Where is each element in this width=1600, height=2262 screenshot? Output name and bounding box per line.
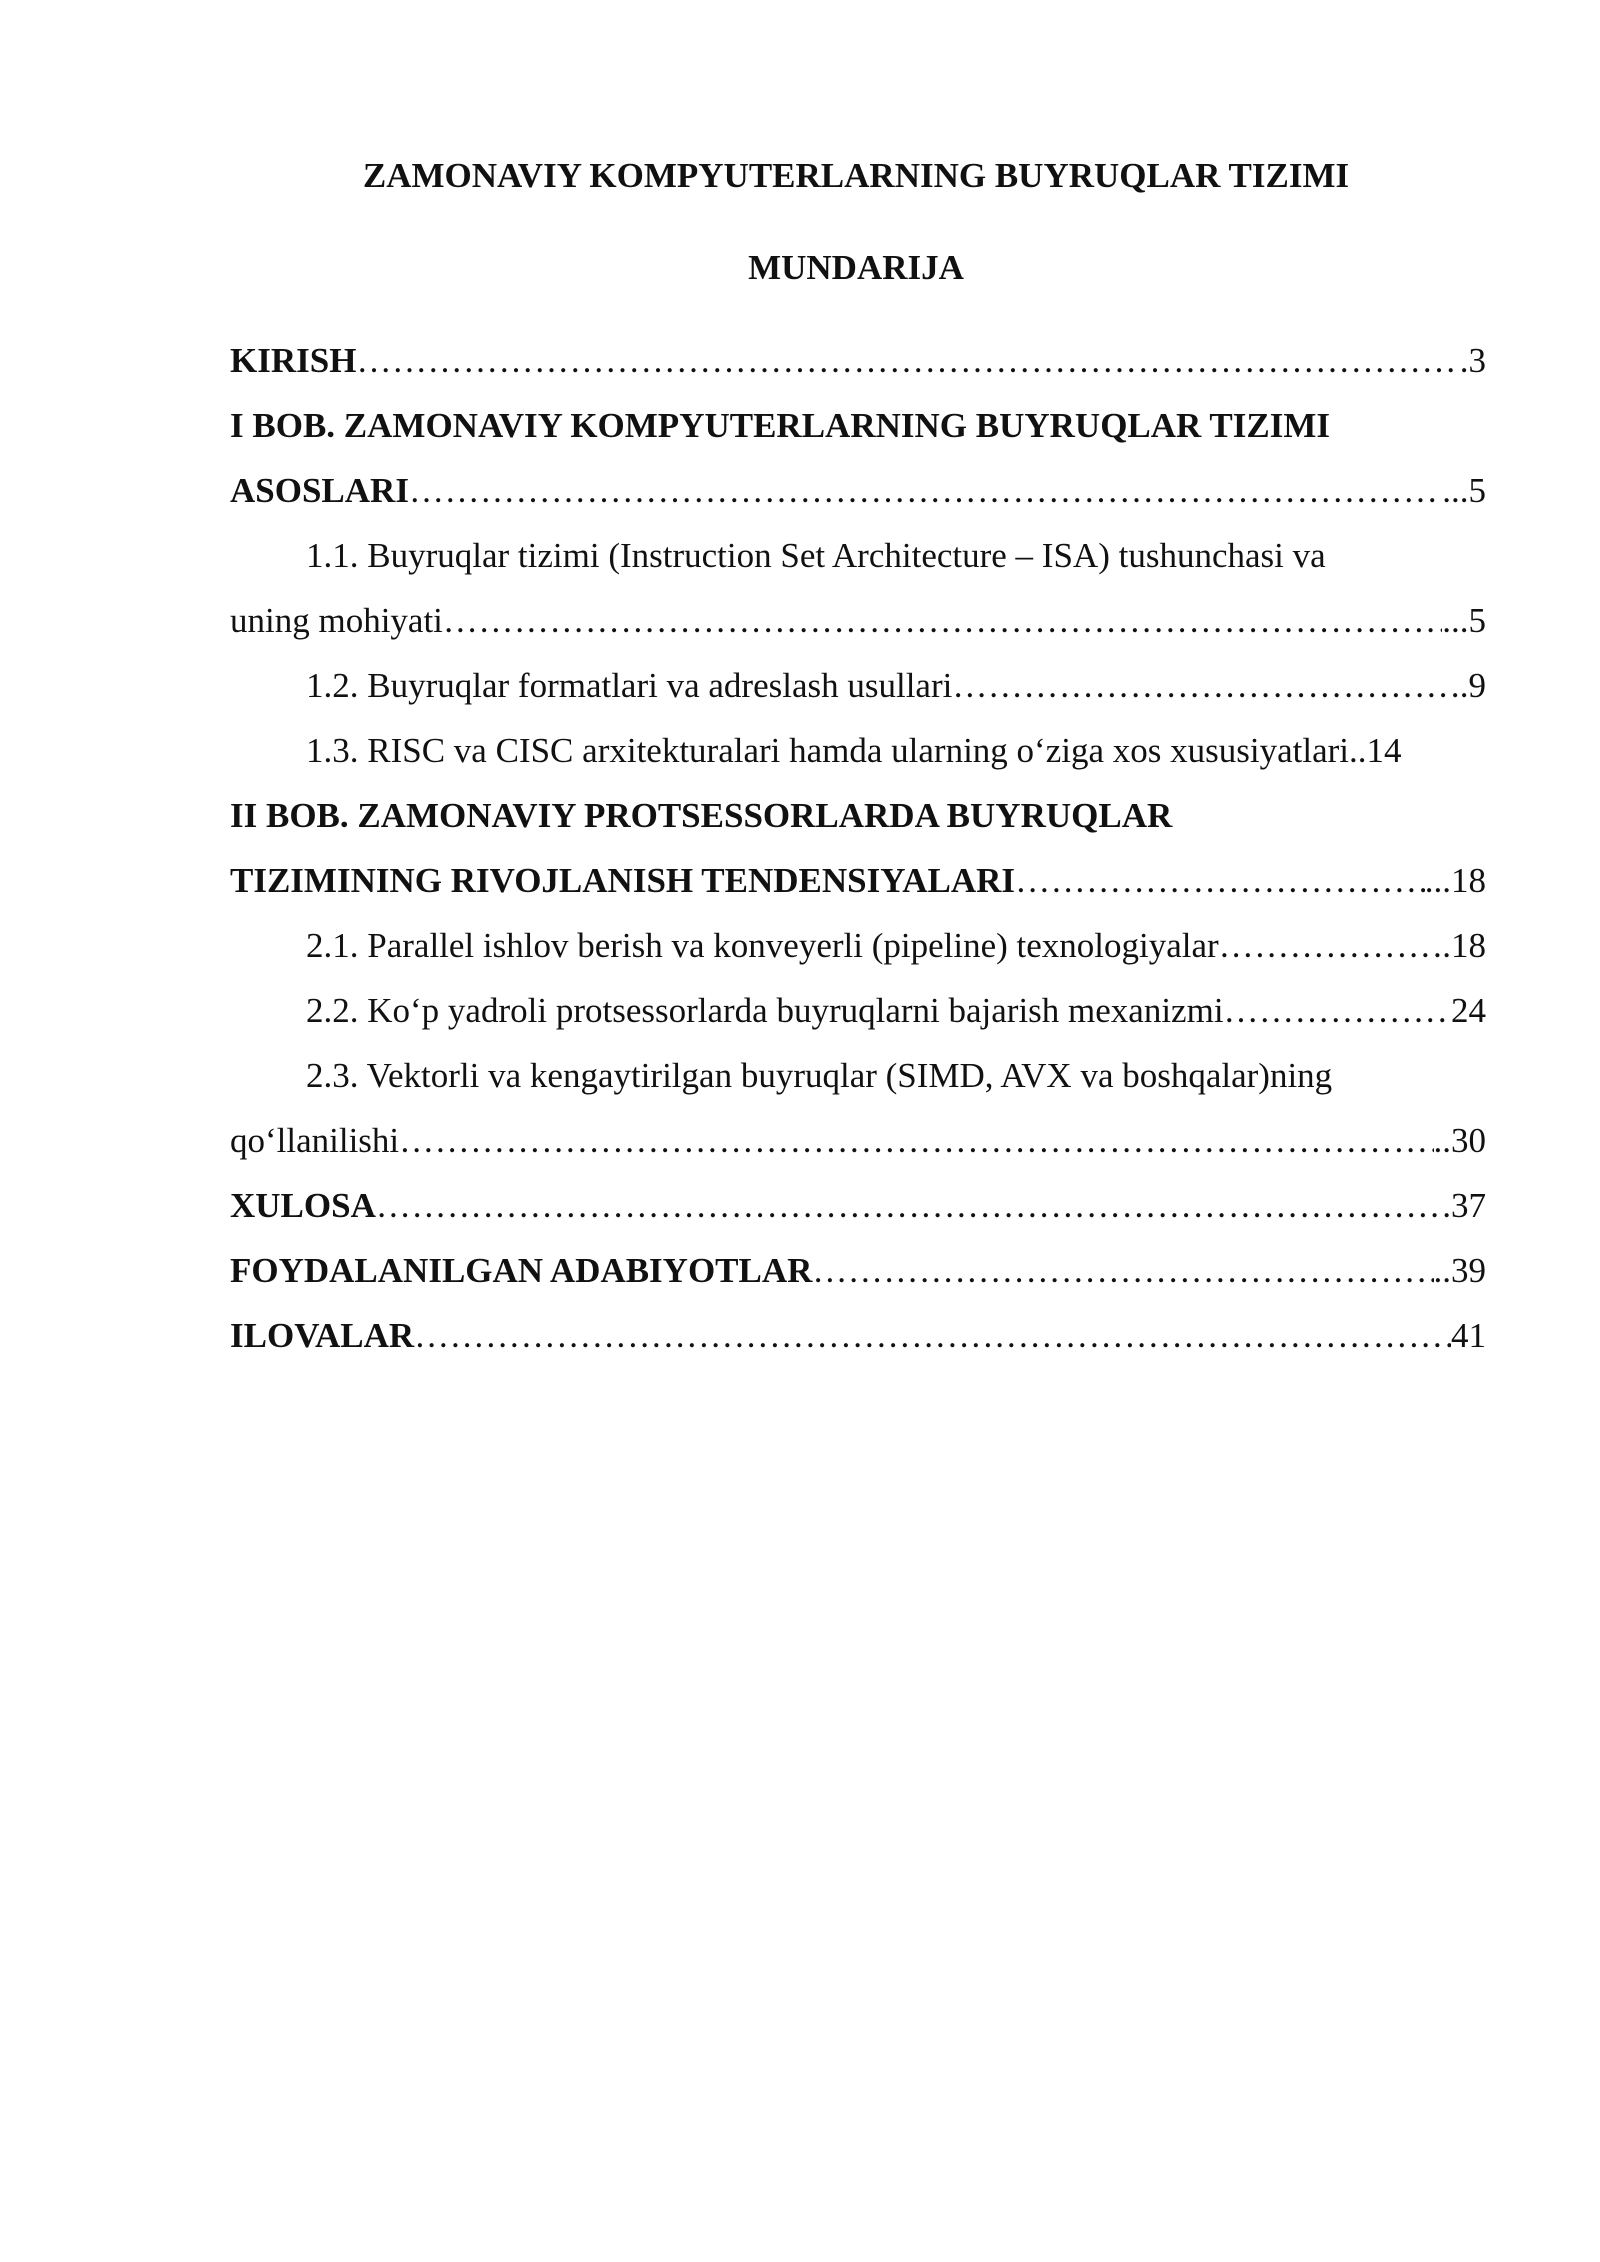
toc-heading: MUNDARIJA <box>748 248 964 287</box>
toc-entry-label: 1.2. Buyruqlar formatlari va adreslash usullari <box>306 666 953 705</box>
toc-page-number: ..39 <box>1433 1251 1486 1290</box>
toc-entry-xulosa[interactable] <box>230 1181 1486 1231</box>
toc-page-number: ...5 <box>1442 471 1486 510</box>
toc-page-number: ..30 <box>1433 1121 1486 1160</box>
toc-entry-bob2-line1[interactable] <box>230 791 1486 841</box>
toc-page-number: ...18 <box>1424 861 1486 900</box>
toc-entry-1-3[interactable] <box>306 726 1486 776</box>
toc-entry-label: uning mohiyati <box>230 601 443 640</box>
toc-entry-label: ILOVALAR <box>230 1316 415 1355</box>
document-title: ZAMONAVIY KOMPYUTERLARNING BUYRUQLAR TIZIMI <box>362 156 1350 195</box>
toc-entry-label: qo‘llanilishi <box>230 1121 400 1160</box>
toc-entry-1-2[interactable] <box>306 661 1486 711</box>
toc-entry-ilovalar[interactable] <box>230 1311 1486 1361</box>
toc-leader-dots <box>356 336 1459 386</box>
toc-page-number: .3 <box>1459 341 1486 380</box>
toc-entry-bob2-line2[interactable] <box>230 856 1486 906</box>
toc-entry-label: KIRISH <box>230 341 357 380</box>
toc-entry-kirish[interactable] <box>230 336 1486 386</box>
toc-page-number: 41 <box>1451 1316 1486 1355</box>
toc-entry-label: FOYDALANILGAN ADABIYOTLAR <box>230 1251 813 1290</box>
toc-leader-dots <box>376 1181 1451 1231</box>
toc-entry-label: 1.1. Buyruqlar tizimi (Instruction Set Architecture – ISA) tushunchasi va <box>306 536 1326 575</box>
toc-entry-2-3-line1[interactable] <box>306 1051 1486 1101</box>
toc-leader-dots <box>952 661 1459 711</box>
toc-leader-dots <box>812 1246 1433 1296</box>
toc-leader-dots <box>1015 856 1425 906</box>
toc-page-number: 37 <box>1451 1186 1486 1225</box>
toc-entry-2-3-line2[interactable] <box>230 1116 1486 1166</box>
toc-leader-dots <box>399 1116 1433 1166</box>
toc-entry-2-1[interactable] <box>306 921 1486 971</box>
toc-page-number: .9 <box>1459 666 1486 705</box>
toc-page-number: .18 <box>1442 926 1486 965</box>
toc-leader-dots <box>414 1311 1451 1361</box>
toc-page-number: ...5 <box>1442 601 1486 640</box>
toc-leader-dots <box>409 466 1442 516</box>
toc-entry-label: TIZIMINING RIVOJLANISH TENDENSIYALARI <box>230 861 1016 900</box>
toc-leader-dots <box>1219 921 1443 971</box>
toc-entry-bob1-line1[interactable] <box>230 401 1486 451</box>
toc-entry-1-1-line2[interactable] <box>230 596 1486 646</box>
toc-entry-label: 1.3. RISC va CISC arxitekturalari hamda ularning o‘ziga xos xususiyatlari..14 <box>306 731 1402 770</box>
toc-entry-label: XULOSA <box>230 1186 376 1225</box>
toc-entry-label: II BOB. ZAMONAVIY PROTSESSORLARDA BUYRUQLAR <box>230 796 1173 835</box>
toc-entry-label: ASOSLARI <box>230 471 409 510</box>
toc-entry-label: I BOB. ZAMONAVIY KOMPYUTERLARNING BUYRUQLAR TIZIMI <box>230 406 1331 445</box>
toc-entry-2-2[interactable] <box>306 986 1486 1036</box>
toc-leader-dots <box>443 596 1442 646</box>
toc-entry-label: 2.2. Ko‘p yadroli protsessorlarda buyruqlarni bajarish mexanizmi <box>306 991 1224 1030</box>
toc-entry-label: 2.1. Parallel ishlov berish va konveyerli (pipeline) texnologiyalar <box>306 926 1219 965</box>
toc-entry-adabiyotlar[interactable] <box>230 1246 1486 1296</box>
toc-entry-bob1-line2[interactable] <box>230 466 1486 516</box>
toc-page-number: 24 <box>1451 991 1486 1030</box>
toc-entry-1-1-line1[interactable] <box>306 531 1486 581</box>
toc-leader-dots <box>1224 986 1451 1036</box>
toc-entry-label: 2.3. Vektorli va kengaytirilgan buyruqlar (SIMD, AVX va boshqalar)ning <box>306 1056 1333 1095</box>
